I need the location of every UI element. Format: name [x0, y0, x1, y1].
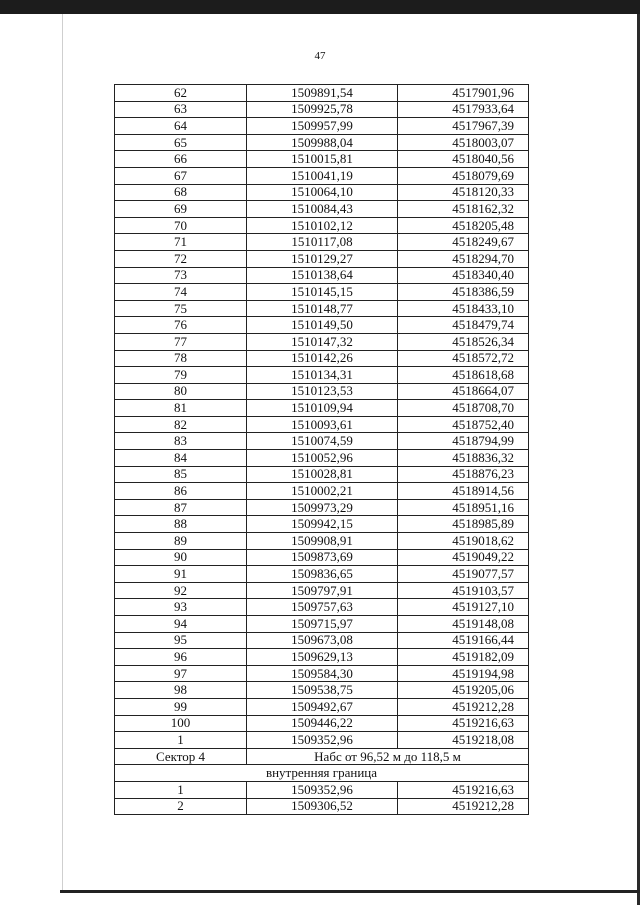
table-row [115, 234, 529, 251]
point-number-cell: 76 [115, 317, 247, 334]
table-row [115, 167, 529, 184]
x-coordinate-cell: 1509891,54 [247, 85, 398, 102]
y-coordinate-cell: 4518162,32 [398, 201, 529, 218]
point-number-cell: 75 [115, 300, 247, 317]
point-number-cell: 1 [115, 732, 247, 749]
table-row [115, 184, 529, 201]
x-coordinate-cell: 1509942,15 [247, 516, 398, 533]
sector-row [115, 748, 529, 765]
table-row [115, 317, 529, 334]
table-row [115, 649, 529, 666]
x-coordinate-cell: 1510028,81 [247, 466, 398, 483]
table-row [115, 367, 529, 384]
table-row [115, 566, 529, 583]
y-coordinate-cell: 4518794,99 [398, 433, 529, 450]
point-number-cell: 92 [115, 582, 247, 599]
table-row [115, 549, 529, 566]
y-coordinate-cell: 4519148,08 [398, 616, 529, 633]
y-coordinate-cell: 4518836,32 [398, 450, 529, 467]
point-number-cell: 67 [115, 167, 247, 184]
point-number-cell: 98 [115, 682, 247, 699]
x-coordinate-cell: 1510052,96 [247, 450, 398, 467]
x-coordinate-cell: 1509715,97 [247, 616, 398, 633]
table-row [115, 632, 529, 649]
point-number-cell: 86 [115, 483, 247, 500]
x-coordinate-cell: 1509957,99 [247, 118, 398, 135]
x-coordinate-cell: 1509629,13 [247, 649, 398, 666]
y-coordinate-cell: 4518572,72 [398, 350, 529, 367]
table-row [115, 483, 529, 500]
table-row [115, 682, 529, 699]
point-number-cell: 85 [115, 466, 247, 483]
table-row [115, 450, 529, 467]
y-coordinate-cell: 4519077,57 [398, 566, 529, 583]
point-number-cell: 62 [115, 85, 247, 102]
x-coordinate-cell: 1509306,52 [247, 798, 398, 815]
x-coordinate-cell: 1510129,27 [247, 250, 398, 267]
y-coordinate-cell: 4519018,62 [398, 533, 529, 550]
y-coordinate-cell: 4518708,70 [398, 400, 529, 417]
x-coordinate-cell: 1509352,96 [247, 781, 398, 798]
y-coordinate-cell: 4519216,63 [398, 781, 529, 798]
scan-top-border [0, 0, 640, 14]
y-coordinate-cell: 4519216,63 [398, 715, 529, 732]
y-coordinate-cell: 4517901,96 [398, 85, 529, 102]
x-coordinate-cell: 1510102,12 [247, 217, 398, 234]
table-row [115, 732, 529, 749]
x-coordinate-cell: 1510138,64 [247, 267, 398, 284]
point-number-cell: 78 [115, 350, 247, 367]
point-number-cell: 69 [115, 201, 247, 218]
y-coordinate-cell: 4518618,68 [398, 367, 529, 384]
y-coordinate-cell: 4518386,59 [398, 284, 529, 301]
point-number-cell: 77 [115, 333, 247, 350]
x-coordinate-cell: 1510084,43 [247, 201, 398, 218]
y-coordinate-cell: 4519127,10 [398, 599, 529, 616]
y-coordinate-cell: 4518526,34 [398, 333, 529, 350]
point-number-cell: 82 [115, 416, 247, 433]
y-coordinate-cell: 4518479,74 [398, 317, 529, 334]
y-coordinate-cell: 4518985,89 [398, 516, 529, 533]
table-row [115, 499, 529, 516]
x-coordinate-cell: 1509973,29 [247, 499, 398, 516]
y-coordinate-cell: 4519049,22 [398, 549, 529, 566]
y-coordinate-cell: 4519205,06 [398, 682, 529, 699]
coordinates-table-body [115, 85, 529, 815]
point-number-cell: 64 [115, 118, 247, 135]
table-row [115, 333, 529, 350]
x-coordinate-cell: 1510142,26 [247, 350, 398, 367]
table-row [115, 433, 529, 450]
point-number-cell: 83 [115, 433, 247, 450]
table-row [115, 267, 529, 284]
table-row [115, 533, 529, 550]
x-coordinate-cell: 1509584,30 [247, 665, 398, 682]
x-coordinate-cell: 1510093,61 [247, 416, 398, 433]
point-number-cell: 95 [115, 632, 247, 649]
table-row [115, 284, 529, 301]
page-number: 47 [314, 50, 326, 62]
y-coordinate-cell: 4518876,23 [398, 466, 529, 483]
y-coordinate-cell: 4518433,10 [398, 300, 529, 317]
table-row [115, 665, 529, 682]
y-coordinate-cell: 4519103,57 [398, 582, 529, 599]
table-row [115, 698, 529, 715]
table-row [115, 250, 529, 267]
point-number-cell: 89 [115, 533, 247, 550]
point-number-cell: 65 [115, 134, 247, 151]
table-row [115, 134, 529, 151]
point-number-cell: 90 [115, 549, 247, 566]
point-number-cell: 79 [115, 367, 247, 384]
y-coordinate-cell: 4518294,70 [398, 250, 529, 267]
table-row [115, 350, 529, 367]
point-number-cell: 84 [115, 450, 247, 467]
coordinates-table [114, 84, 529, 815]
y-coordinate-cell: 4517933,64 [398, 101, 529, 118]
point-number-cell: 70 [115, 217, 247, 234]
x-coordinate-cell: 1510147,32 [247, 333, 398, 350]
x-coordinate-cell: 1510109,94 [247, 400, 398, 417]
table-row [115, 201, 529, 218]
y-coordinate-cell: 4518340,40 [398, 267, 529, 284]
x-coordinate-cell: 1510145,15 [247, 284, 398, 301]
point-number-cell: 96 [115, 649, 247, 666]
y-coordinate-cell: 4518003,07 [398, 134, 529, 151]
x-coordinate-cell: 1509492,67 [247, 698, 398, 715]
point-number-cell: 68 [115, 184, 247, 201]
x-coordinate-cell: 1510074,59 [247, 433, 398, 450]
table-row [115, 616, 529, 633]
y-coordinate-cell: 4517967,39 [398, 118, 529, 135]
table-row [115, 416, 529, 433]
table-row [115, 516, 529, 533]
table-row [115, 400, 529, 417]
x-coordinate-cell: 1509873,69 [247, 549, 398, 566]
x-coordinate-cell: 1510148,77 [247, 300, 398, 317]
x-coordinate-cell: 1510117,08 [247, 234, 398, 251]
point-number-cell: 73 [115, 267, 247, 284]
y-coordinate-cell: 4519194,98 [398, 665, 529, 682]
table-row [115, 715, 529, 732]
point-number-cell: 93 [115, 599, 247, 616]
table-row [115, 798, 529, 815]
table-row [115, 582, 529, 599]
table-row [115, 781, 529, 798]
x-coordinate-cell: 1509673,08 [247, 632, 398, 649]
point-number-cell: 72 [115, 250, 247, 267]
y-coordinate-cell: 4518752,40 [398, 416, 529, 433]
table-row [115, 217, 529, 234]
scan-left-rule [62, 14, 63, 890]
sector-label-cell: Сектор 4 [115, 748, 247, 765]
x-coordinate-cell: 1510041,19 [247, 167, 398, 184]
y-coordinate-cell: 4518120,33 [398, 184, 529, 201]
x-coordinate-cell: 1510015,81 [247, 151, 398, 168]
table-row [115, 85, 529, 102]
x-coordinate-cell: 1510123,53 [247, 383, 398, 400]
sector-description-cell: Набс от 96,52 м до 118,5 м [247, 748, 529, 765]
y-coordinate-cell: 4518249,67 [398, 234, 529, 251]
boundary-row [115, 765, 529, 782]
point-number-cell: 100 [115, 715, 247, 732]
boundary-label-cell: внутренняя граница [115, 765, 529, 782]
y-coordinate-cell: 4518664,07 [398, 383, 529, 400]
y-coordinate-cell: 4519218,08 [398, 732, 529, 749]
point-number-cell: 66 [115, 151, 247, 168]
x-coordinate-cell: 1510064,10 [247, 184, 398, 201]
point-number-cell: 91 [115, 566, 247, 583]
point-number-cell: 1 [115, 781, 247, 798]
table-row [115, 101, 529, 118]
point-number-cell: 97 [115, 665, 247, 682]
x-coordinate-cell: 1510149,50 [247, 317, 398, 334]
point-number-cell: 80 [115, 383, 247, 400]
x-coordinate-cell: 1509446,22 [247, 715, 398, 732]
y-coordinate-cell: 4518040,56 [398, 151, 529, 168]
table-row [115, 118, 529, 135]
table-row [115, 599, 529, 616]
x-coordinate-cell: 1509757,63 [247, 599, 398, 616]
y-coordinate-cell: 4518205,48 [398, 217, 529, 234]
x-coordinate-cell: 1509797,91 [247, 582, 398, 599]
x-coordinate-cell: 1510134,31 [247, 367, 398, 384]
y-coordinate-cell: 4519182,09 [398, 649, 529, 666]
y-coordinate-cell: 4519212,28 [398, 698, 529, 715]
x-coordinate-cell: 1509538,75 [247, 682, 398, 699]
y-coordinate-cell: 4518079,69 [398, 167, 529, 184]
scan-bottom-rule [60, 890, 640, 893]
point-number-cell: 88 [115, 516, 247, 533]
table-row [115, 383, 529, 400]
x-coordinate-cell: 1510002,21 [247, 483, 398, 500]
x-coordinate-cell: 1509352,96 [247, 732, 398, 749]
x-coordinate-cell: 1509988,04 [247, 134, 398, 151]
point-number-cell: 87 [115, 499, 247, 516]
point-number-cell: 99 [115, 698, 247, 715]
point-number-cell: 94 [115, 616, 247, 633]
point-number-cell: 71 [115, 234, 247, 251]
table-row [115, 151, 529, 168]
table-row [115, 300, 529, 317]
point-number-cell: 63 [115, 101, 247, 118]
table-row [115, 466, 529, 483]
point-number-cell: 2 [115, 798, 247, 815]
y-coordinate-cell: 4519212,28 [398, 798, 529, 815]
x-coordinate-cell: 1509908,91 [247, 533, 398, 550]
x-coordinate-cell: 1509836,65 [247, 566, 398, 583]
point-number-cell: 81 [115, 400, 247, 417]
y-coordinate-cell: 4518914,56 [398, 483, 529, 500]
y-coordinate-cell: 4518951,16 [398, 499, 529, 516]
x-coordinate-cell: 1509925,78 [247, 101, 398, 118]
point-number-cell: 74 [115, 284, 247, 301]
y-coordinate-cell: 4519166,44 [398, 632, 529, 649]
